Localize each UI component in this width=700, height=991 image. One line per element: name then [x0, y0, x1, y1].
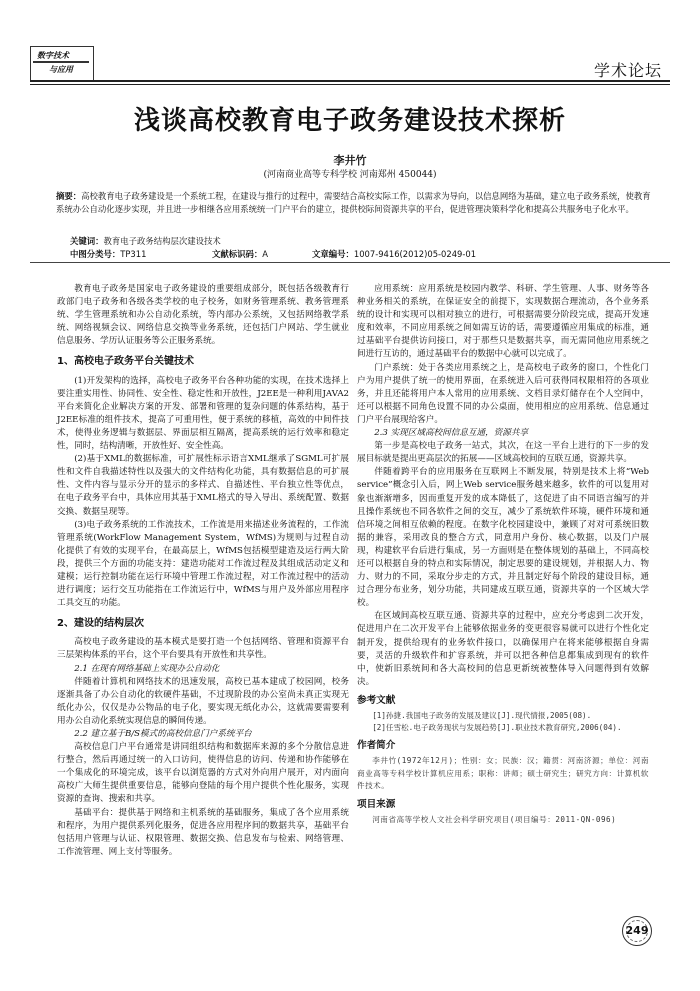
paragraph: (3)电子政务系统的工作流技术，工作流是用来描述业务流程的，工作流管理系统(WorkFlow Management System，WfMS)为规则与过程自动化提供了有效的实现平台，在最高层上，WfMS包括模型建造及运行两大阶段，提供三个方面的功能支持：建造功能对工作流过程及其组成活动定义和建模；运行控制功能在运行环境中管理工作流过程，对工作流过程中的活动进行调度；运行交互功能指在工作流运行中，WfMS与用户及外部应用程序工具交互的功能。: [57, 519, 349, 609]
article-number: [312, 248, 476, 260]
paragraph: 在区域间高校互联互通、资源共享的过程中，应充分考虑到二次开发，促进用户在二次开发平台上能够依据业务的变更很容易就可以进行个性化定制开发，提供给现有的业务软件接口，以确保用户在将来能够根据自身需要，灵活的升级软件和扩容系统，并可以把各种信息都集成到现有的软件中，使新旧系统间和各大高校间的信息更新统被整体导入问题得到有效解决。: [357, 611, 649, 687]
keywords-text: 教育电子政务结构层次建设技术: [103, 236, 221, 246]
article-number-label: 文章编号：: [312, 249, 354, 259]
paragraph: 应用系统：应用系统是校园内教学、科研、学生管理、人事、财务等各种业务相关的系统，在保证安全的前提下，实现数据合理流动，各个业务系统的设计和实现可以相对独立的进行，可根据需要分阶段完成，提高开发速度和效率，不同应用系统之间如需互访的话，需要遵循应用集成的标准，通过基础平台提供访问接口，对于那些只是数据共享，而无需同他应用系统之间进行互访的，通过基础平台的数据中心就可以完成了。: [357, 284, 649, 360]
abstract-label: 摘要：: [56, 191, 82, 201]
page-number-text: 249: [625, 924, 649, 937]
paragraph: 高校电子政务建设的基本模式是要打造一个包括网络、管理和资源平台三层架构体系的平台，这个平台要具有开放性和共享性。: [57, 637, 349, 661]
subsection-heading-2-1: 2.1 在现有网络基础上实现办公自动化: [74, 663, 220, 674]
section-heading-1: 1、高校电子政务平台关键技术: [57, 356, 194, 368]
paragraph: (1)开发架构的选择，高校电子政务平台各种功能的实现，在技术选择上要注重实用性、协同性、安全性、稳定性和开放性，J2EE是一种利用JAVA2平台来简化企业解决方案的开发、部署和管理的复杂问题的体系结构，基于J2EE标准的组件技术，提高了可重用性，便于系统的移植，高效的中间件技术，使得业务逻辑与数据层、界面层相互隔离，提高系统的运行效率和稳定性，同时，结构清晰，开放性好、安全性高。: [57, 375, 349, 452]
journal-logo: [30, 46, 94, 82]
reference-item: [1]孙捷.我国电子政务的发展及建议[J].现代情报,2005(08).: [372, 711, 592, 720]
keywords-label: 关键词：: [70, 236, 104, 246]
subsection-heading-2-3: 2.3 实现区域高校间信息互通，资源共享: [374, 428, 529, 439]
paragraph: 教育电子政务是国家电子政务建设的重要组成部分，既包括各级教育行政部门电子政务和各级各类学校的电子校务，如财务管理系统、教务管理系统、学生管理系统和办公自动化系统，等内部办公系统，又包括网络教学系统、网络视频会议、网络信息交换等业务系统，还包括门户网站、学生就业信息服务、学历认证服务等公正服务系统。: [57, 284, 349, 347]
doc-code: [212, 248, 268, 260]
paper-author: 李井竹: [333, 154, 367, 167]
journal-logo-bar: [33, 61, 89, 63]
clc-label: 中图分类号：: [70, 249, 121, 259]
abstract-divider: [30, 262, 670, 263]
right-column: [357, 283, 649, 826]
paragraph: 第一步是高校电子政务一站式，其次，在这一平台上进行的下一步的发展目标就是提出更高层次的拓展——区域高校间的互联互通，资源共享。: [357, 441, 649, 465]
abstract: [56, 190, 656, 215]
section-label: 学术论坛: [593, 61, 662, 80]
paper-affiliation: (河南商业高等专科学校 河南郑州 450044): [263, 170, 437, 180]
paragraph: 高校信息门户平台通常是讲同组织结构和数据库来源的多个分散信息进行整合，然后再通过统一的入口访问，使得信息的访问、传递和协作能够在一个集成化的环境完成，该平台以浏览器的方式对外向用户展开，对内面向高校广大师生提供重要信息，能够向登陆的每个用户提供个性化服务，实现资源的查询、搜索和共享。: [57, 742, 349, 805]
section-heading-2: 2、建设的结构层次: [57, 618, 144, 630]
reference-item: [2]任雪松.电子政务现状与发展趋势[J].职业技术教育研究,2006(04).: [372, 723, 622, 732]
page-number: [622, 916, 652, 946]
header-rule: [30, 80, 670, 82]
journal-name-line1: 数字技术: [37, 50, 69, 60]
header-rule-thin: [30, 84, 670, 85]
paragraph: 门户系统：处于各类应用系统之上，是高校电子政务的窗口，个性化门户为用户提供了统一的使用界面，在系统进入后可获得同权限相符的各项业务，并且还能将用户本人常用的应用系统、文档目录灯储存在个人空间中，还可以根据不同角色设置不同的办公桌面，使用相应的应用系统、信息通过门户平台展现给客户。: [357, 362, 649, 425]
subsection-heading-2-2: 2.2 建立基于B/S模式的高校信息门户系统平台: [74, 729, 252, 739]
left-column: [57, 283, 349, 859]
keywords: [70, 235, 221, 247]
references-heading: 参考文献: [357, 694, 396, 706]
author-bio-heading: 作者简介: [357, 740, 396, 751]
abstract-text: 高校教育电子政务建设是一个系统工程，在建设与推行的过程中，需要结合高校实际工作，以需求为导向，以信息网络为基础，建立电子政务系统，使教育系统办公自动化逐步实现，并且进一步相继各应用系统统一门户平台的建立，提供校际间资源共享的平台，促进管理决策科学化和提高公共服务电子化水平。: [56, 191, 651, 214]
paragraph: 伴随着计算机和网络技术的迅速发展，高校已基本建成了校园网，校务逐渐具备了办公自动化的软硬件基础，不过现阶段的办公室尚未真正实现无纸化办公，仅仅是办公物品的电子化，要实现无纸化办公，这就需要需要利用办公自动化系统实现信息的瞬间传递。: [57, 676, 349, 726]
paragraph: (2)基于XML的数据标准，可扩展性标示语言XML继承了SGML可扩展性和文件自我描述特性以及强大的文件结构化功能，具有数据信息的可扩展性、文件内容与显示分开的显示的多样式、自描述性、平台独立性等优点，在电子政务平台中，具体应用其基于XML格式的导入导出、系统配置、数据交换、数据呈现等。: [57, 454, 349, 517]
funding-text: 河南省高等学校人文社会科学研究项目(项目编号：2011-QN-096): [372, 814, 617, 824]
doc-code-value: A: [262, 249, 268, 259]
funding-heading: 项目来源: [357, 798, 396, 810]
article-number-value: 1007-9416(2012)05-0249-01: [353, 249, 477, 259]
paragraph: 基础平台：提供基于网络和主机系统的基础服务，集成了各个应用系统和程序，为用户提供系列化服务，促进各应用程序间的数据共享，基础平台包括用户管理与认证、权限管理、数据交换、信息发布与检索、网络管理、工作流管理、网上支付等服务。: [57, 807, 349, 857]
clc-value: TP311: [120, 249, 147, 259]
journal-name-line2: 与应用: [49, 64, 73, 74]
clc-number: [70, 248, 146, 260]
doc-code-label: 文献标识码：: [212, 249, 263, 259]
author-bio-text: 李井竹(1972年12月)；性别：女；民族：汉；籍贯：河南济源；单位：河南商业高等专科学校计算机应用系；职称：讲师；硕士研究生；研究方向：计算机软件技术。: [357, 756, 649, 791]
paragraph: 伴随着跨平台的应用服务在互联网上不断发展，特别是技术上将“Web service”概念引入后，网上Web service服务越来越多，软件的可以复用对象也渐渐增多，因而重复开发的成本降低了，这促进了由不同语言编写的并且操作系统也不同各软件之间的交互，减少了系统软件环境，硬件环境和通信环境之间相互依赖的程度。在数字化校园建设中，兼顾了对对可系统旧数据的兼容，采用改良的整合方式，同意用户身份、核心数据，以及门户展现，构建软平台后进行集成，另一方面则是在整体规划的基础上，不同高校还可以根据自身的特点和实际情况，制定思要的建设规划，并根据人力、物力、财力的不同，采取分步走的方式，并且制定好每个阶段的建设目标，通过合理分布业务，划分功能，共同建成互联互通，资源共享的一个区域大学校。: [357, 467, 649, 609]
paper-title: 浅谈高校教育电子政务建设技术探析: [133, 106, 566, 136]
